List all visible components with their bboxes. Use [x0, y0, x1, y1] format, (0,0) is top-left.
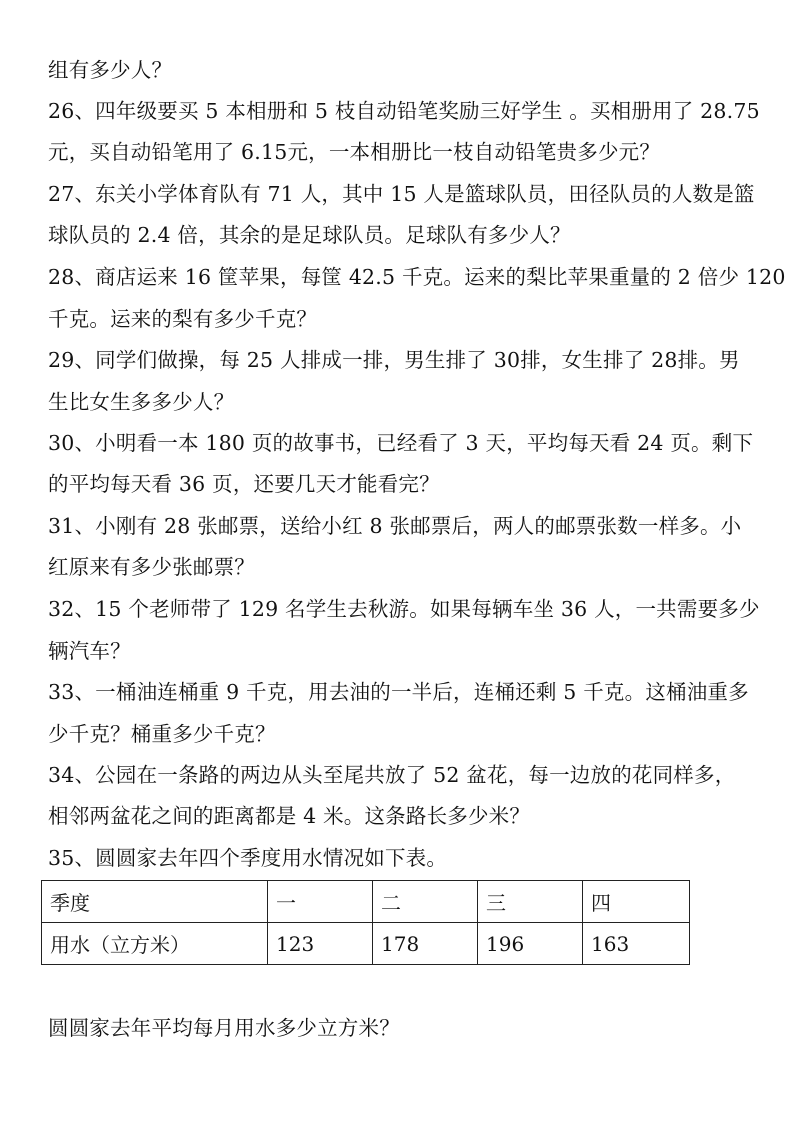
table-cell: 四 [583, 881, 690, 923]
problem-35-line-1: 35、圆圆家去年四个季度用水情况如下表。 [48, 846, 448, 870]
text-line: 组有多少人？ [48, 58, 173, 82]
problem-29-line-1: 29、同学们做操，每 25 人排成一排，男生排了 30排，女生排了 28排。男 [48, 348, 740, 372]
problem-32-line-2: 辆汽车？ [48, 639, 131, 663]
problem-35-question: 圆圆家去年平均每月用水多少立方米？ [48, 1016, 400, 1040]
table-header-row [42, 881, 690, 923]
problem-32-line-1: 32、15 个老师带了 129 名学生去秋游。如果每辆车坐 36 人，一共需要多少 [48, 597, 760, 621]
problem-33-line-2: 少千克？桶重多少千克？ [48, 722, 276, 746]
table-cell: 196 [478, 923, 583, 965]
table-cell: 123 [268, 923, 373, 965]
problem-28-line-1: 28、商店运来 16 筐苹果，每筐 42.5 千克。运来的梨比苹果重量的 2 倍少 120 [48, 265, 786, 289]
table-cell: 178 [373, 923, 478, 965]
water-usage-table [41, 880, 690, 965]
table-cell: 用水（立方米） [42, 923, 268, 965]
table-cell: 163 [583, 923, 690, 965]
problem-30-line-1: 30、小明看一本 180 页的故事书，已经看了 3 天，平均每天看 24 页。剩下 [48, 431, 754, 455]
problem-28-line-2: 千克。运来的梨有多少千克？ [48, 307, 318, 331]
problem-34-line-2: 相邻两盆花之间的距离都是 4 米。这条路长多少米？ [48, 804, 531, 828]
table-row [42, 923, 690, 965]
problem-30-line-2: 的平均每天看 36 页，还要几天才能看完？ [48, 472, 440, 496]
table-cell: 季度 [42, 881, 268, 923]
problem-34-line-1: 34、公园在一条路的两边从头至尾共放了 52 盆花，每一边放的花同样多， [48, 763, 736, 787]
table-cell: 一 [268, 881, 373, 923]
problem-31-line-2: 红原来有多少张邮票？ [48, 555, 255, 579]
problem-26-line-2: 元，买自动铅笔用了 6.15元，一本相册比一枝自动铅笔贵多少元？ [48, 140, 661, 164]
problem-33-line-1: 33、一桶油连桶重 9 千克，用去油的一半后，连桶还剩 5 千克。这桶油重多 [48, 680, 749, 704]
problem-29-line-2: 生比女生多多少人？ [48, 390, 235, 414]
table-cell: 三 [478, 881, 583, 923]
table-cell: 二 [373, 881, 478, 923]
problem-26-line-1: 26、四年级要买 5 本相册和 5 枝自动铅笔奖励三好学生 。买相册用了 28.75 [48, 99, 760, 123]
problem-27-line-1: 27、东关小学体育队有 71 人，其中 15 人是篮球队员，田径队员的人数是篮 [48, 182, 755, 206]
problem-31-line-1: 31、小刚有 28 张邮票，送给小红 8 张邮票后，两人的邮票张数一样多。小 [48, 514, 742, 538]
problem-27-line-2: 球队员的 2.4 倍，其余的是足球队员。足球队有多少人？ [48, 223, 571, 247]
